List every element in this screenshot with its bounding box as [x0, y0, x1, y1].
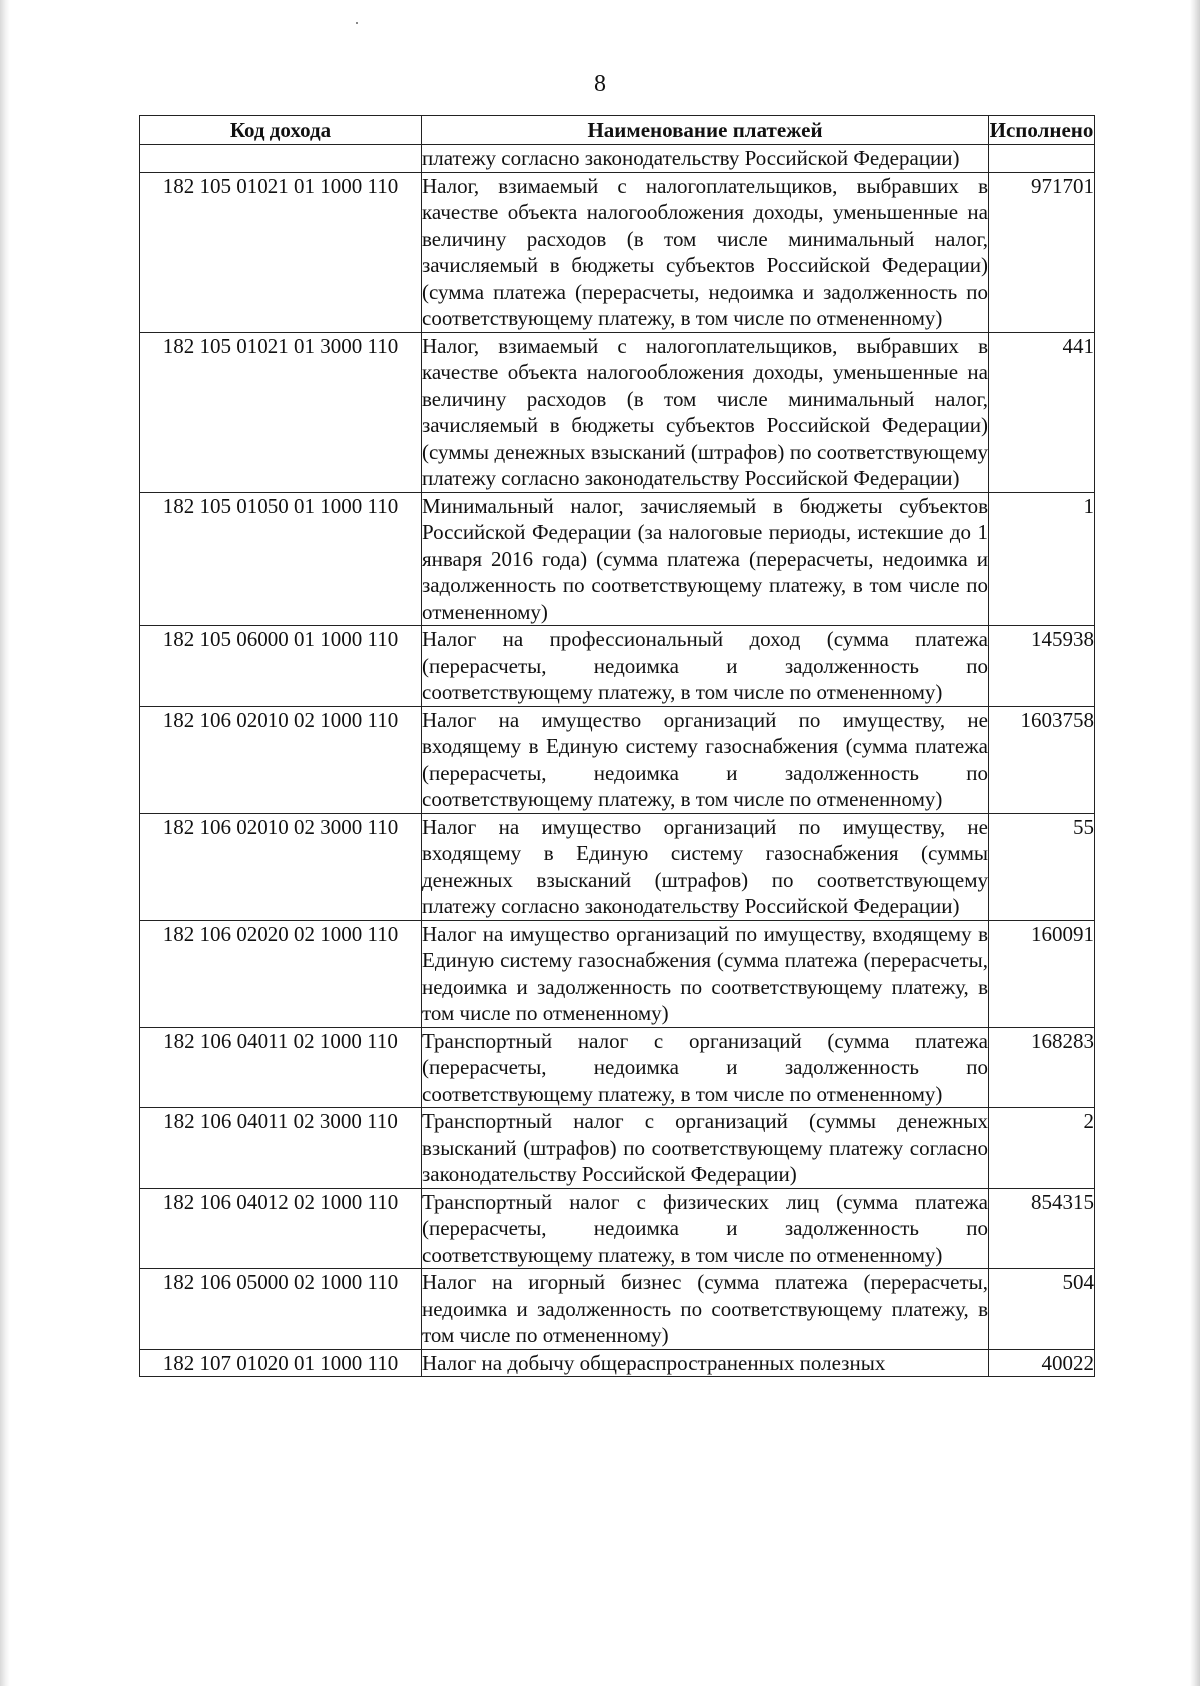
executed-amount: 854315	[989, 1188, 1095, 1269]
table-row	[140, 1027, 1095, 1108]
revenue-table	[139, 115, 1095, 1377]
header-name: Наименование платежей	[422, 116, 989, 145]
scan-speck	[356, 22, 358, 24]
revenue-code: 182 106 04011 02 3000 110	[140, 1108, 422, 1189]
executed-amount: 441	[989, 332, 1095, 492]
executed-amount: 40022	[989, 1349, 1095, 1377]
executed-amount: 160091	[989, 920, 1095, 1027]
payment-name: Налог на имущество организаций по имуществу, не входящему в Единую систему газоснабжения (суммы денежных взысканий (штрафов) по соответствующему платежу согласно законодательству Российской Федерации)	[422, 814, 988, 918]
executed-amount: 1603758	[989, 706, 1095, 813]
payment-name: Налог на имущество организаций по имуществу, входящему в Единую систему газоснабжения (сумма платежа (перерасчеты, недоимка и задолженность по соответствующему платежу, в том числе по отмененному)	[422, 921, 988, 1025]
payment-name: Транспортный налог с физических лиц (сумма платежа (перерасчеты, недоимка и задолженность по соответствующему платежу, в том числе по отмененному)	[422, 1189, 988, 1267]
payment-name: Минимальный налог, зачисляемый в бюджеты субъектов Российской Федерации (за налоговые периоды, истекшие до 1 января 2016 года) (сумма платежа (перерасчеты, недоимка и задолженность по соответствующему платежу, в том числе по отмененному)	[422, 493, 988, 624]
scan-edge-right	[1190, 0, 1200, 1686]
executed-amount	[989, 145, 1095, 173]
payment-name: Налог, взимаемый с налогоплательщиков, выбравших в качестве объекта налогообложения доходы, уменьшенные на величину расходов (в том числе минимальный налог, зачисляемый в бюджеты субъектов Российской Федерации) (суммы денежных взысканий (штрафов) по соответствующему платежу согласно законодательству Российской Федерации)	[422, 333, 988, 490]
table-row	[140, 1269, 1095, 1350]
revenue-code: 182 106 05000 02 1000 110	[140, 1269, 422, 1350]
revenue-code: 182 105 06000 01 1000 110	[140, 626, 422, 707]
payment-name: Налог на имущество организаций по имуществу, не входящему в Единую систему газоснабжения (сумма платежа (перерасчеты, недоимка и задолженность по соответствующему платежу, в том числе по отмененному)	[422, 707, 988, 811]
header-code: Код дохода	[140, 116, 422, 145]
table-row	[140, 1108, 1095, 1189]
payment-name: Налог на добычу общераспространенных полезных	[422, 1349, 989, 1377]
scan-edge-left	[0, 0, 10, 1686]
table-row	[140, 920, 1095, 1027]
header-done: Исполнено	[989, 116, 1095, 145]
revenue-code: 182 106 02010 02 1000 110	[140, 706, 422, 813]
revenue-code	[140, 145, 422, 173]
executed-amount: 145938	[989, 626, 1095, 707]
revenue-code: 182 105 01021 01 3000 110	[140, 332, 422, 492]
table-row	[140, 813, 1095, 920]
table-row	[140, 492, 1095, 626]
executed-amount: 504	[989, 1269, 1095, 1350]
payment-name: Налог на игорный бизнес (сумма платежа (перерасчеты, недоимка и задолженность по соответствующему платежу, в том числе по отмененному)	[422, 1270, 988, 1347]
page-number: 8	[594, 71, 606, 97]
revenue-code: 182 106 02010 02 3000 110	[140, 813, 422, 920]
revenue-code: 182 107 01020 01 1000 110	[140, 1349, 422, 1377]
table-row	[140, 1188, 1095, 1269]
executed-amount: 1	[989, 492, 1095, 626]
table-row	[140, 145, 1095, 173]
payment-name: Налог на профессиональный доход (сумма платежа (перерасчеты, недоимка и задолженность по соответствующему платежу, в том числе по отмененному)	[422, 627, 988, 704]
executed-amount: 2	[989, 1108, 1095, 1189]
table-row	[140, 626, 1095, 707]
payment-name: Транспортный налог с организаций (сумма платежа (перерасчеты, недоимка и задолженность по соответствующему платежу, в том числе по отмененному)	[422, 1028, 988, 1106]
table-header-row	[140, 116, 1095, 145]
payment-name: Транспортный налог с организаций (суммы денежных взысканий (штрафов) по соответствующему платежу согласно законодательству Российской Федерации)	[422, 1109, 988, 1186]
payment-name: Налог, взимаемый с налогоплательщиков, выбравших в качестве объекта налогообложения доходы, уменьшенные на величину расходов (в том числе минимальный налог, зачисляемый в бюджеты субъектов Российской Федерации) (сумма платежа (перерасчеты, недоимка и задолженность по соответствующему платежу, в том числе по отмененному)	[422, 173, 988, 330]
executed-amount: 971701	[989, 172, 1095, 332]
revenue-code: 182 106 04012 02 1000 110	[140, 1188, 422, 1269]
table-row	[140, 332, 1095, 492]
revenue-code: 182 106 04011 02 1000 110	[140, 1027, 422, 1108]
executed-amount: 168283	[989, 1027, 1095, 1108]
revenue-code: 182 105 01050 01 1000 110	[140, 492, 422, 626]
table-row	[140, 1349, 1095, 1377]
revenue-code: 182 105 01021 01 1000 110	[140, 172, 422, 332]
table-row	[140, 172, 1095, 332]
executed-amount: 55	[989, 813, 1095, 920]
table-row	[140, 706, 1095, 813]
revenue-code: 182 106 02020 02 1000 110	[140, 920, 422, 1027]
payment-name: платежу согласно законодательству Российской Федерации)	[422, 145, 989, 173]
